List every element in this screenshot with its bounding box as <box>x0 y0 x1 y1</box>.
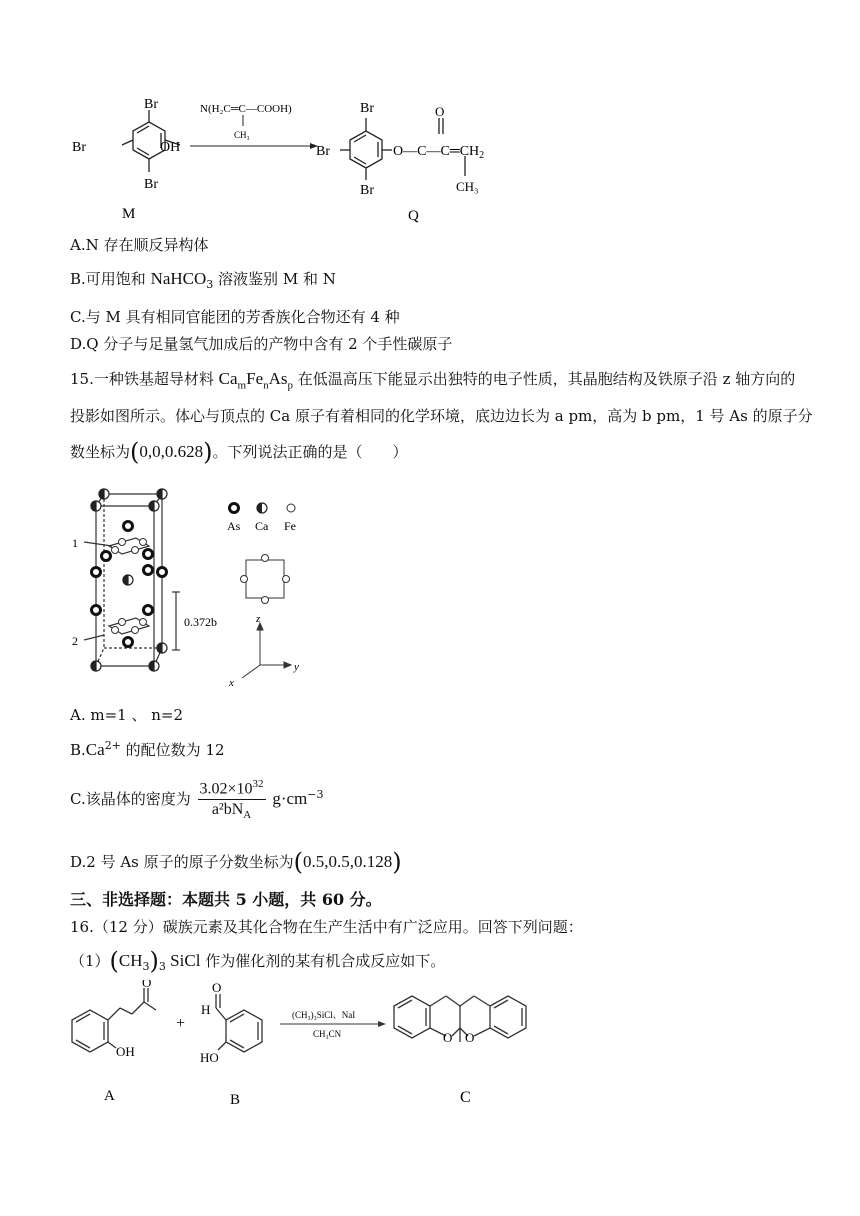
label-c: C <box>460 1089 471 1106</box>
q14-option-a: A.N 存在顺反异构体 <box>70 236 209 254</box>
atom-br-left-m: Br <box>72 140 86 155</box>
atom-oh-m: OH <box>160 140 181 155</box>
atom-br-top-q: Br <box>360 101 374 116</box>
q14-option-d: D.Q 分子与足量氢气加成后的产物中含有 2 个手性碳原子 <box>70 335 453 353</box>
molecule-b <box>216 994 262 1052</box>
axis-x: x <box>229 677 234 689</box>
atom-br-top-m: Br <box>144 97 158 112</box>
density-fraction: $\frac{3.02\times 10^{32}}{a^2bN_A}$ <box>199 778 264 822</box>
atom-o-a: O <box>142 980 152 990</box>
q16-intro: 16.（12 分）碳族元素及其化合物在生产生活中有广泛应用。回答下列问题： <box>70 918 583 936</box>
dimension-label: 0.372b <box>184 615 217 629</box>
axis-y: y <box>294 661 299 673</box>
label-a: A <box>104 1088 115 1104</box>
atom-h-b: H <box>201 1002 211 1017</box>
atom-ch3-q: CH₃ <box>456 179 479 194</box>
legend-ca: Ca <box>255 519 269 533</box>
q15-line-2: 投影如图所示。体心与顶点的 Ca 原子有着相同的化学环境，底边边长为 a pm，高为 b pm，1 号 As 的原子分 <box>70 407 813 425</box>
q14-option-b: B.可用饱和 NaHCO$_3$ 溶液鉴别 M 和 N <box>70 269 336 291</box>
legend-as: As <box>227 519 241 533</box>
label-q: Q <box>408 208 419 224</box>
plus-sign: + <box>176 1015 186 1032</box>
label-as-2: 2 <box>72 634 78 648</box>
reagent-methyl: CH₃ <box>234 130 250 140</box>
label-b: B <box>230 1092 241 1108</box>
q16-part-1: $(1)(CH_3)_3$ SiCl 作为催化剂的某有机合成反应如下。 <box>70 947 446 975</box>
q15-option-a: A. m=1 、 n=2 <box>70 706 184 724</box>
atom-ho-b: HO <box>200 1050 219 1065</box>
q14-option-c: C.与 M 具有相同官能团的芳香族化合物还有 4 种 <box>70 308 400 326</box>
label-m: M <box>122 206 136 222</box>
label-as-1: 1 <box>72 536 78 550</box>
atom-br-bottom-q: Br <box>360 183 374 198</box>
section-3-title: 三、非选择题：本题共 5 小题，共 60 分。 <box>70 890 382 909</box>
reaction-a-b-to-c <box>60 980 560 1120</box>
q15-option-c: C.该晶体的密度为 $\frac{3.02\times 10^{32}}{a^2bN_A}$ $g\cdot cm^{-3}$ <box>70 778 324 822</box>
atom-br-left-q: Br <box>316 144 330 159</box>
fe-atoms <box>112 539 147 634</box>
atom-carbonyl-o: O <box>435 104 445 119</box>
legend-fe: Fe <box>284 519 296 533</box>
atom-br-bottom-m: Br <box>144 177 158 192</box>
q15-line-1: 15.一种铁基超导材料 $Ca_mFe_nAs_p$ 在低温高压下能显示出独特的电子性质，其晶胞结构及铁原子沿 z 轴方向的 <box>70 369 796 392</box>
fe-projection <box>241 555 290 604</box>
q15-option-d: D.2 号 As 原子的原子分数坐标为(0.5,0.5,0.128) <box>70 848 402 876</box>
q15-line-3: 数坐标为(0,0,0.628)。下列说法正确的是（ ） <box>70 438 408 466</box>
q15-option-b: $B.Ca^{2+}$ 的配位数为 12 <box>70 739 225 759</box>
atom-o-c-right: O <box>465 1030 475 1045</box>
crystal-cell-figure <box>64 480 324 690</box>
atom-oh-a: OH <box>116 1044 135 1059</box>
molecule-c <box>394 996 526 1042</box>
ester-chain-q: $O—C—C═CH_2$ <box>393 144 485 161</box>
atom-o-b: O <box>212 980 222 995</box>
reaction-m-to-q <box>60 88 540 228</box>
axis-z: z <box>256 613 261 625</box>
axes <box>242 623 291 678</box>
reagent-n: N(H₂C═C—COOH) <box>200 103 292 115</box>
legend <box>227 503 296 533</box>
molecule-a <box>72 988 156 1052</box>
atom-o-c-left: O <box>443 1030 453 1045</box>
reaction-conditions-top: (CH₃)₃SiCl、NaI <box>292 1010 356 1020</box>
reaction-conditions-bottom: CH₃CN <box>313 1029 342 1039</box>
